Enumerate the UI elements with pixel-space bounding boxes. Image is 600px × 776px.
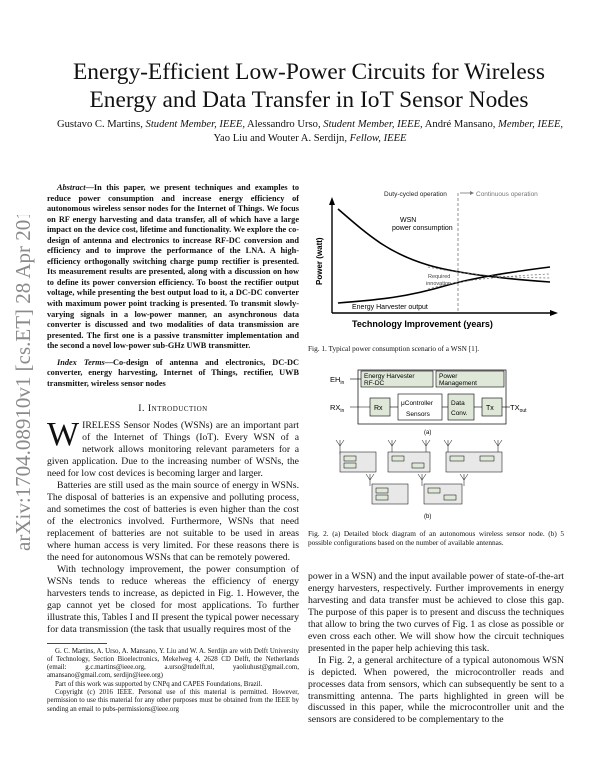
label-innovation: innovation: [426, 281, 452, 287]
y-axis-label: Power (watt): [315, 237, 324, 285]
author-2: Alessandro Urso,: [247, 119, 321, 130]
label-rx-in: $RX_{in}$: [330, 403, 345, 414]
index-terms-label: Index Terms: [57, 357, 105, 367]
block-tx-label: Tx: [486, 405, 494, 412]
figure-1-caption: Fig. 1. Typical power consumption scenario of a WSN [1].: [308, 344, 480, 353]
config-1: [336, 440, 376, 472]
abstract: [47, 183, 299, 352]
block-rx-label: Rx: [374, 405, 383, 412]
author-2-role: Student Member, IEEE,: [323, 119, 423, 130]
continuous-arrowhead: [470, 191, 474, 195]
label-tx-out: $TX_{out}$: [510, 403, 527, 414]
abstract-label: Abstract: [57, 183, 86, 192]
label-wsn-consumption: power consumption: [392, 225, 453, 232]
block-eh-line1: Energy Harvester: [364, 373, 415, 380]
block-pm-line2: Management: [439, 380, 477, 387]
label-eh-in: $EH_{in}$: [330, 375, 345, 386]
block-eh-line2: RF-DC: [364, 380, 385, 387]
footnote-funding: Part of this work was supported by CNPq and CAPES Foundations, Brazil.: [55, 680, 263, 688]
block-pm-line1: Power: [439, 373, 458, 380]
right-column-text: [308, 571, 564, 726]
abstract-text: —In this paper, we present techniques and examples to reduce power consumption and increase energy efficiency of autonomous wireless sensor nodes for the Internet of Things. We focus on RF energy harvesting and data transfer, all of which have a large impact on the device cost, lifetime and functionality. We explore the co-design of antenna and electronics to increase RF-DC conversion and efficiency and to improve the performance of the LNA. A high-efficiency orthogonally switching charge pump rectifier is presented. Its measurement results are presented, along with a discussion on how to define its power conversion efficiency. To boost the rectifier output voltage, while presenting the best output load to it, a DC-DC converter with maximum power point tracking is presented. To transmit slowly-varying signals in a low-power manner, an asynchronous data converter is discussed and two modalities of data transmission are presented. The first one is a passive transmitter implementation and the second a novel low-power sub-GHz UWB transmitter.: [47, 183, 299, 351]
config-5: [418, 474, 468, 504]
intro-paragraph-1: [47, 416, 299, 480]
author-3-role: Member, IEEE,: [498, 119, 564, 130]
author-1-role: Student Member, IEEE,: [145, 119, 245, 130]
block-mc-line1: μController: [401, 400, 433, 407]
section-title: Introduction: [147, 403, 208, 415]
footnote-copyright: Copyright (c) 2016 IEEE. Personal use of this material is permitted. However, permission to use this material for any other purposes must be obtained from the IEEE by sending an email to pubs-permissions@ieee.org: [47, 689, 299, 713]
figure-2-caption: Fig. 2. (a) Detailed block diagram of an autonomous wireless sensor node. (b) 5 possible configurations based on the number of available antennas.: [308, 529, 564, 547]
label-continuous: Continuous operation: [476, 191, 538, 198]
x-axis-arrow: [550, 310, 558, 316]
figure-2: [330, 368, 530, 523]
label-duty-cycled: Duty-cycled operation: [384, 191, 447, 198]
footnote-affiliation: G. C. Martins, A. Urso, A. Mansano, Y. Liu and W. A. Serdijn are with Delft University of Technology, Section Bioelectronics, Mekelweg 4, 2628 CD Delft, the Netherlands (email: g.c.martins@ieee.org, a.urso@tudelft.nl, yaoliuhust@gmail.com, amansano@gmail.com, serdijn@ieee.org): [47, 647, 299, 680]
author-3: André Mansano,: [424, 119, 496, 130]
author-list: [56, 118, 564, 146]
x-axis-label: Technology Improvement (years): [352, 319, 493, 329]
subfig-a-label: (a): [424, 430, 432, 436]
label-wsn: WSN: [400, 217, 417, 224]
index-terms: [47, 358, 299, 390]
index-terms-text: —Co-design of antenna and electronics, DC-DC converter, energy harvesting, Internet of Things, rectifier, UWB transmitter, wireless sensor nodes: [47, 357, 299, 388]
intro-first-word: IRELESS: [82, 420, 121, 432]
author-4-role: Fellow, IEEE: [349, 133, 407, 144]
left-column: [47, 183, 299, 714]
paper-title: Energy-Efficient Low-Power Circuits for Wireless Energy and Data Transfer in IoT Sensor Nodes: [73, 59, 545, 113]
config-4: [366, 474, 408, 504]
block-dc-line1: Data: [451, 400, 465, 407]
intro-paragraph-3: With technology improvement, the power consumption of WSNs tends to reduce whereas the efficiency of energy harvesters tends to increase, as depicted in Fig. 1. However, the gap cannot yet be closed for most applications. To further illustrate this, Tables I and II present the typical power necessary for data transmission (the task that usually requires most of the: [47, 563, 299, 635]
intro-paragraph-2: Batteries are still used as the main source of energy in WSNs. The disposal of batteries is an expensive and polluting process, and sometimes the cost of batteries is even higher than the cost of the electronics involved. Furthermore, WSNs that need replacement of batteries are not suitable to be used in areas where human access is very limited. For these reasons there is the need for autonomous WSNs that can be remotely powered.: [47, 480, 299, 563]
figure-1: [308, 185, 564, 340]
config-3: [444, 440, 502, 472]
config-2: [388, 440, 430, 472]
right-paragraph-2: In Fig. 2, a general architecture of a typical autonomous WSN is depicted. When powered, the microcontroller reads and processes data from sensors, which can subsequently be sent to a transmitting antenna. The parts highlighted in green will be discussed in this paper, while the microcontroller unit and the sensors are considered to be complementary to the: [308, 654, 564, 726]
intro-p1-text: Sensor Nodes (WSNs) are an important part of the Internet of Things (IoT). Every WSN of a network allows monitoring relevant parameters for a given application. Due to the increasing number of WSNs, the need for low cost devices is becoming larger and larger.: [47, 420, 299, 480]
right-paragraph-1: power in a WSN) and the input available power of state-of-the-art energy harvesters, respectively. Further improvements in energy harvesting and data transfer must be achieved to close this gap. The purpose of this paper is to present and discuss the techniques that allow to bring the two curves of Fig. 1 as close as possible or even cross each other. We will show how the circuit techniques presented in the paper help achieving this task.: [308, 571, 564, 654]
label-harvester: Energy Harvester output: [352, 304, 428, 311]
dropcap: W: [47, 416, 80, 454]
block-dc-line2: Conv.: [451, 410, 468, 417]
section-heading: [47, 403, 299, 414]
section-number: I.: [138, 403, 145, 415]
author-4: Yao Liu and Wouter A. Serdijn,: [213, 133, 347, 144]
block-mc-line2: Sensors: [406, 411, 430, 418]
y-axis-arrow: [329, 197, 335, 205]
author-1: Gustavo C. Martins,: [56, 119, 143, 130]
footnote-divider: [47, 643, 107, 644]
label-required: Required: [428, 274, 451, 280]
arxiv-stamp: [4, 215, 38, 555]
arxiv-id: arXiv:1704.08910v1 [cs.ET] 28 Apr 2017: [11, 215, 35, 551]
subfig-b-label: (b): [424, 514, 432, 520]
